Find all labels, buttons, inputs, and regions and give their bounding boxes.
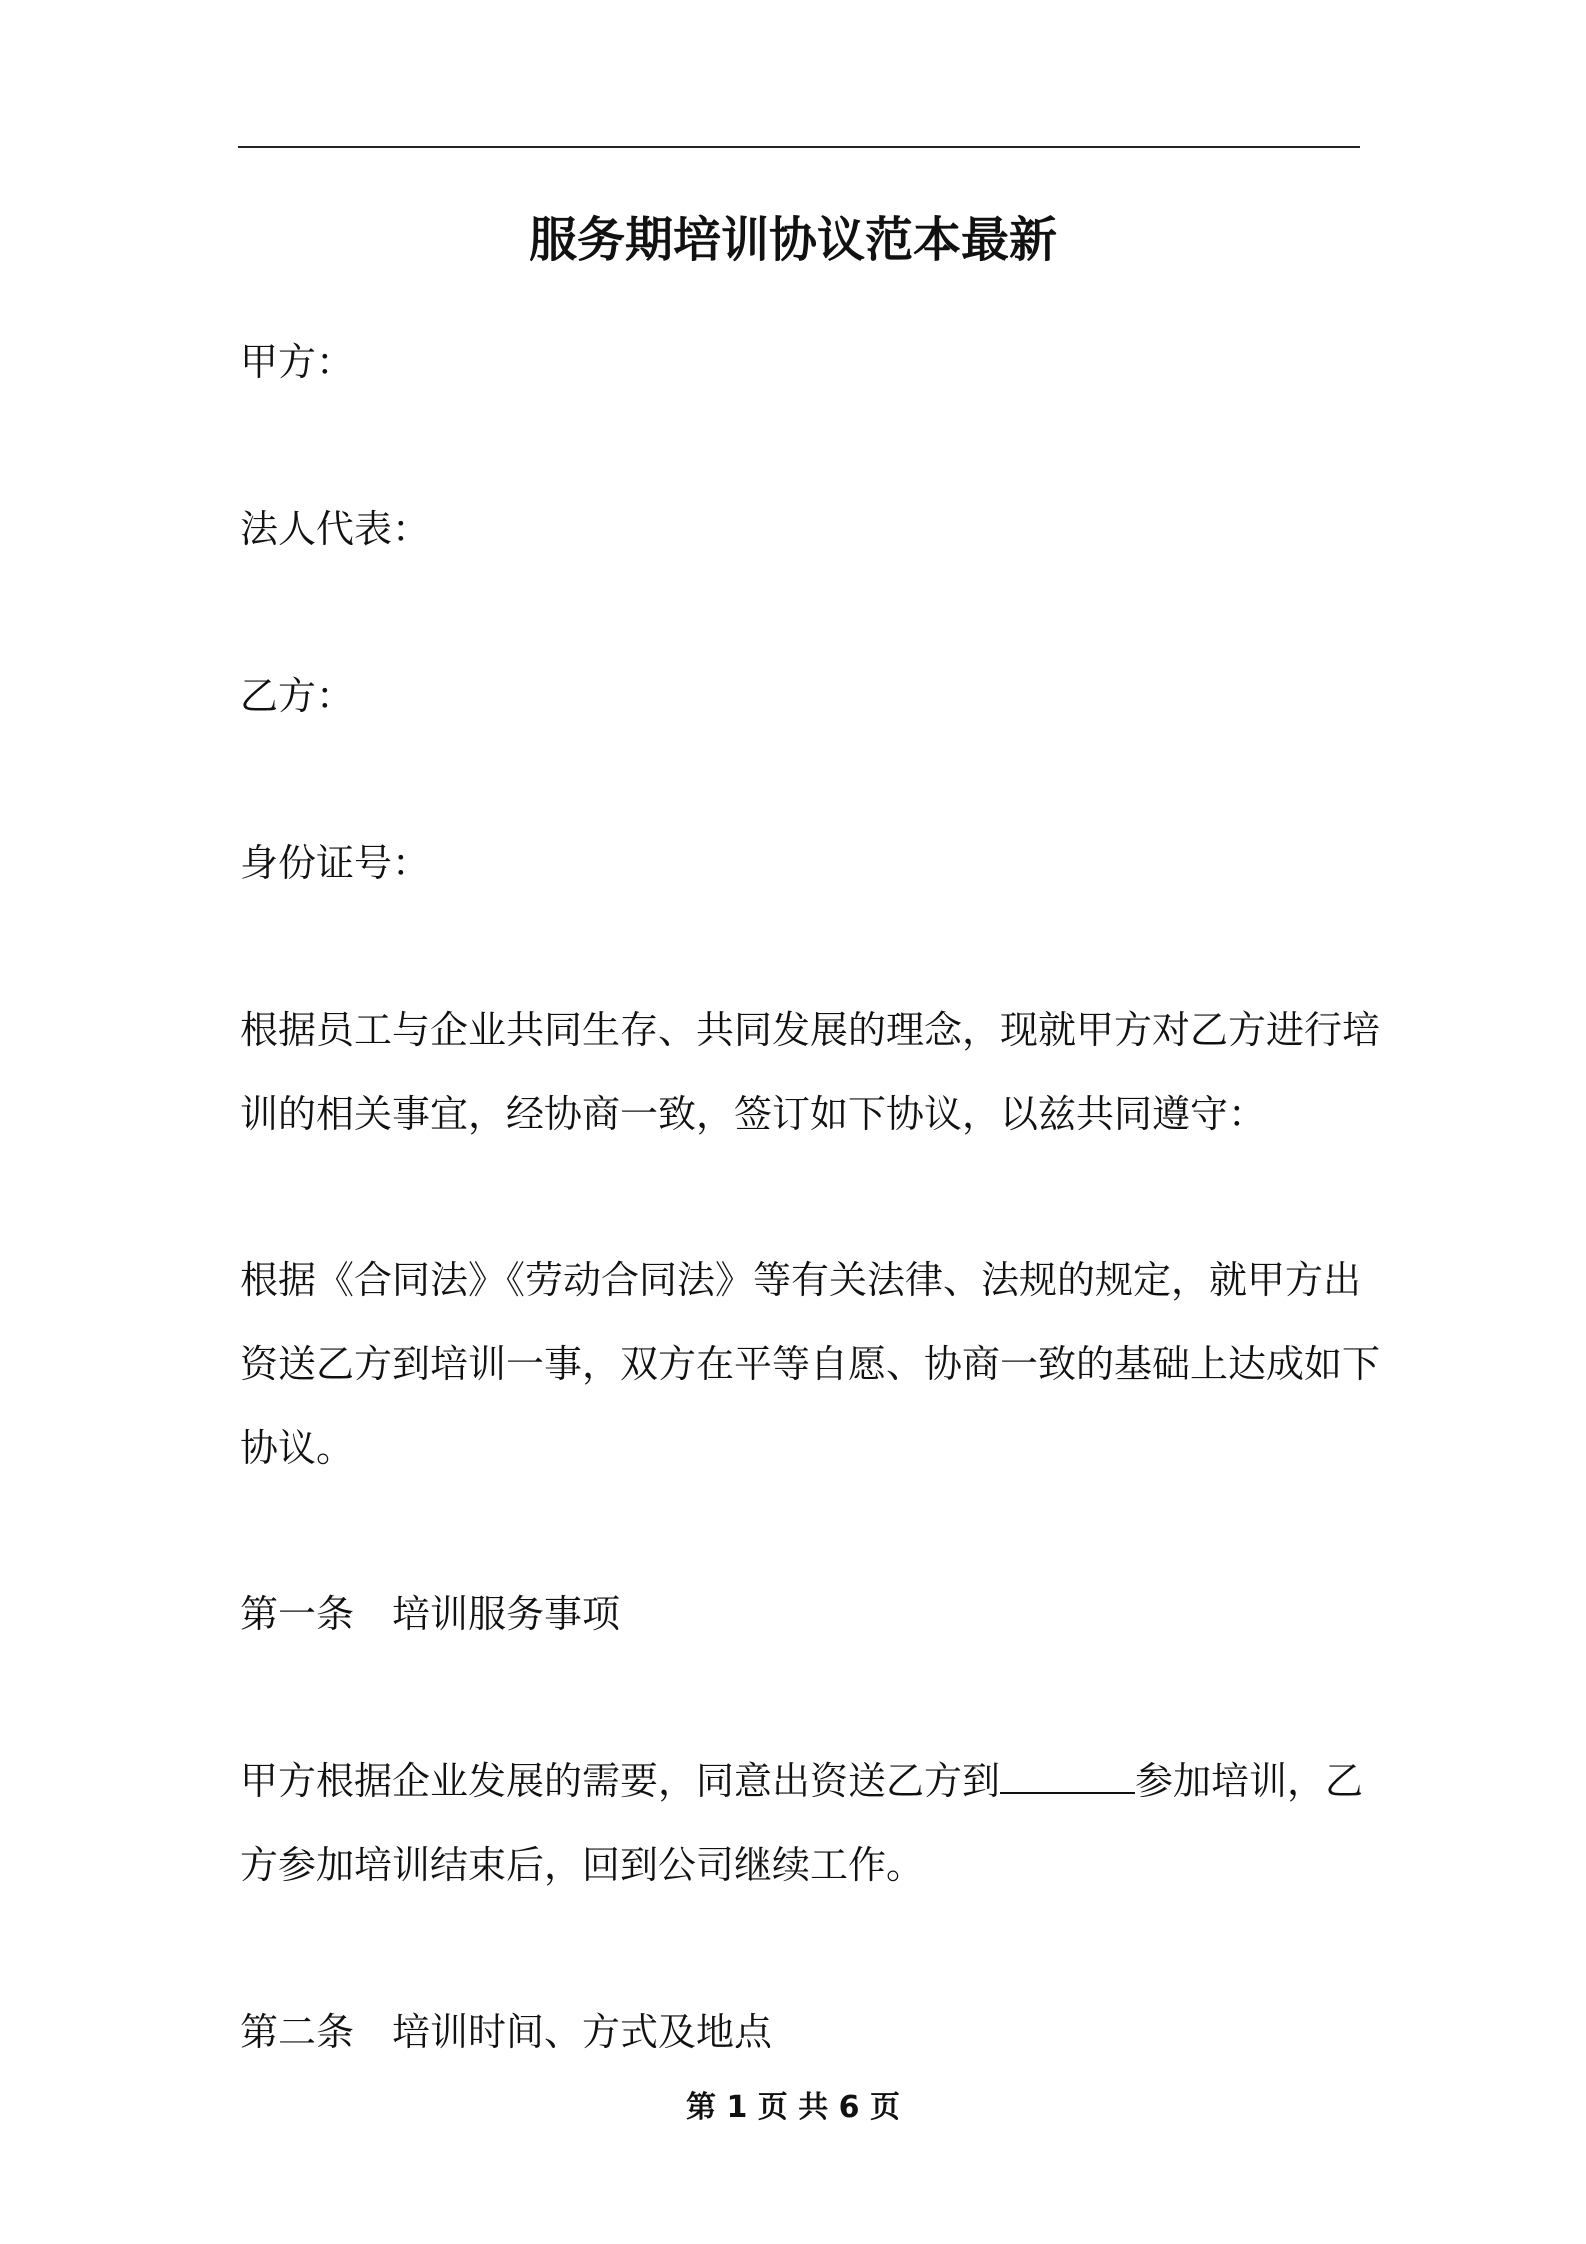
id-number-label: 身份证号：	[240, 841, 431, 885]
basis-line: 根据《合同法》《劳动合同法》等有关法律、法规的规定，就甲方出	[240, 1258, 1362, 1302]
intro-paragraph	[240, 988, 1381, 1156]
intro-line: 训的相关事宜，经协商一致，签订如下协议，以兹共同遵守：	[240, 1092, 1267, 1136]
party-b-label: 乙方：	[240, 674, 355, 718]
page-number: 第 1 页 共 6 页	[686, 2090, 900, 2125]
article-1-line: 方参加培训结束后，回到公司继续工作。	[240, 1843, 925, 1887]
article-1-text-after-blank: 参加培训，乙	[1135, 1759, 1364, 1803]
article-1-text-before-blank: 甲方根据企业发展的需要，同意出资送乙方到	[240, 1759, 1001, 1803]
article-1-heading: 第一条 培训服务事项	[240, 1592, 621, 1636]
party-a-label: 甲方：	[240, 340, 355, 384]
intro-line: 根据员工与企业共同生存、共同发展的理念，现就甲方对乙方进行培	[240, 1008, 1381, 1052]
legal-rep-label: 法人代表：	[240, 507, 431, 551]
article-2-heading: 第二条 培训时间、方式及地点	[240, 2010, 773, 2054]
fill-in-blank	[1000, 1752, 1135, 1794]
basis-line: 资送乙方到培训一事，双方在平等自愿、协商一致的基础上达成如下	[240, 1342, 1381, 1386]
article-1-body	[240, 1739, 1364, 1907]
document-title: 服务期培训协议范本最新	[528, 212, 1057, 268]
article-1-line	[240, 1739, 1364, 1823]
basis-line: 协议。	[240, 1426, 355, 1470]
header-rule	[238, 146, 1360, 148]
basis-paragraph	[240, 1238, 1381, 1490]
